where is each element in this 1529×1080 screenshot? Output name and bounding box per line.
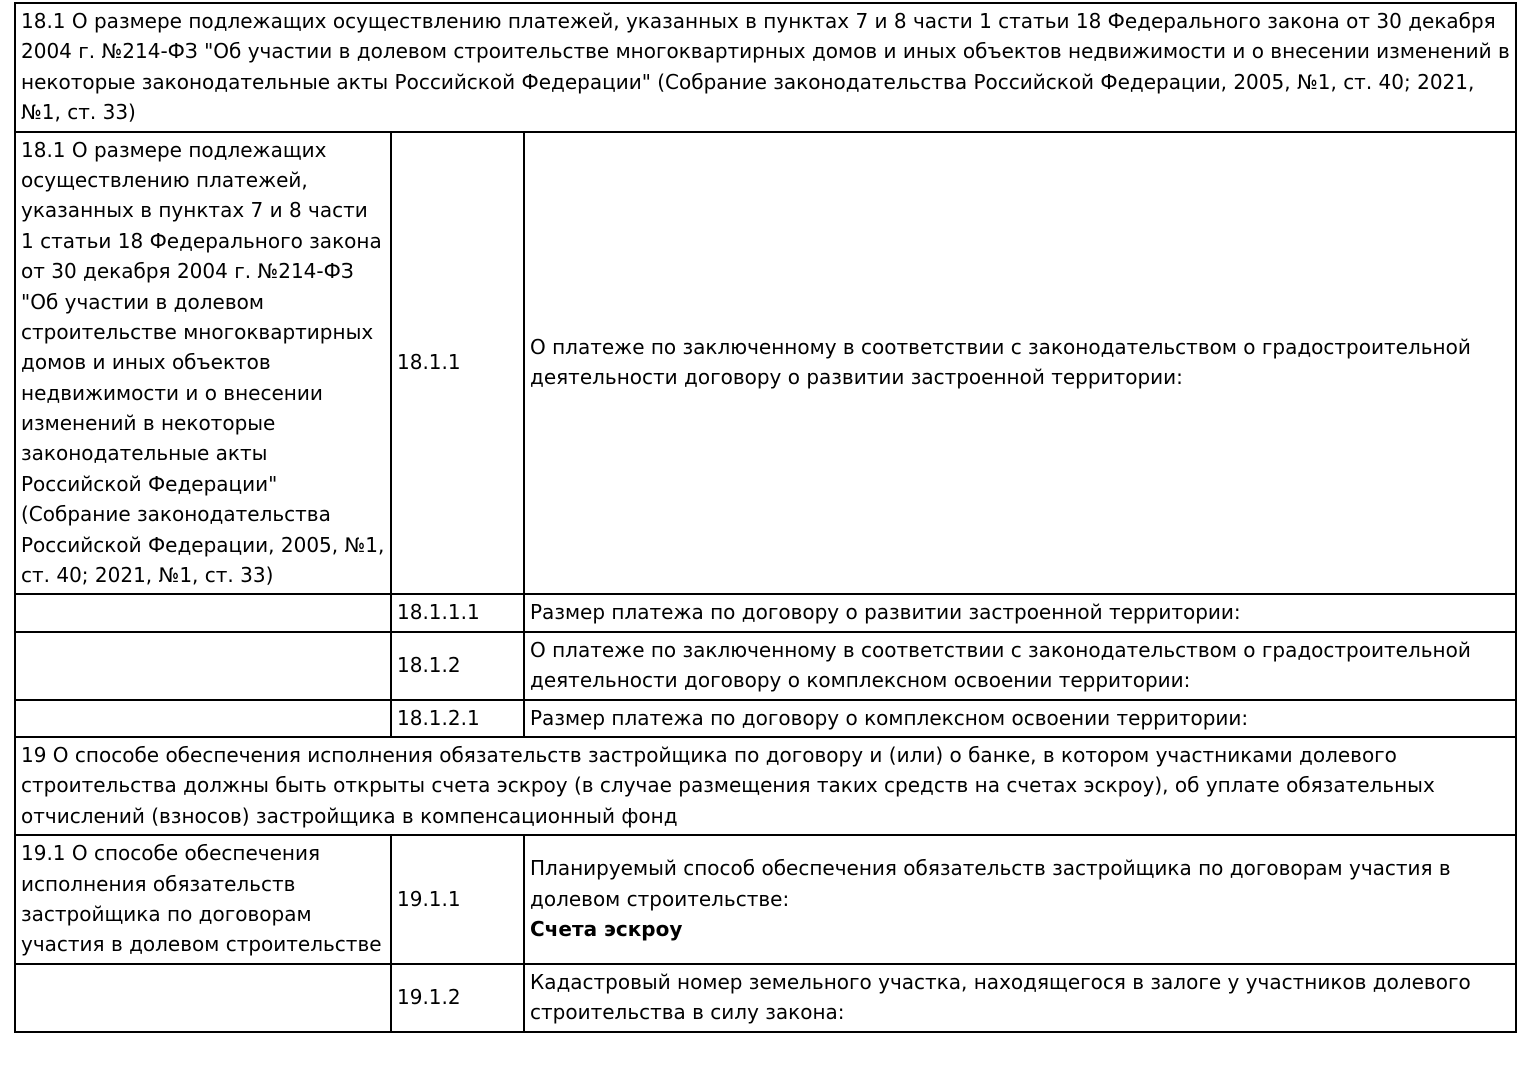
item-number-cell-19-1-2: 19.1.2	[391, 964, 524, 1032]
item-description-cell-18-1-1-1: Размер платежа по договору о развитии застроенной территории:	[524, 594, 1516, 631]
section-19-header-cell: 19 О способе обеспечения исполнения обязательств застройщика по договору и (или) о банке, в котором участниками долевого строительства должны быть открыты счета эскроу (в случае размещения таких средств на счетах эскроу), об уплате обязательных отчислений (взносов) застройщика в компенсационный фонд	[15, 737, 1516, 835]
row-18-1-2	[15, 632, 1516, 700]
item-description-cell-18-1-1: О платеже по заключенному в соответствии с законодательством о градостроительной деятельности договору о развитии застроенной территории:	[524, 132, 1516, 595]
item-number-cell-18-1-1: 18.1.1	[391, 132, 524, 595]
row-18-1-1	[15, 132, 1516, 595]
item-number-cell-19-1-1: 19.1.1	[391, 835, 524, 964]
empty-cell	[15, 964, 391, 1032]
item-number-cell-18-1-1-1: 18.1.1.1	[391, 594, 524, 631]
section-label-cell-19-1: 19.1 О способе обеспечения исполнения обязательств застройщика по договорам участия в долевом строительстве	[15, 835, 391, 964]
row-19-1-1	[15, 835, 1516, 964]
empty-cell	[15, 632, 391, 700]
item-description-cell-18-1-2: О платеже по заключенному в соответствии с законодательством о градостроительной деятельности договору о комплексном освоении территории:	[524, 632, 1516, 700]
empty-cell	[15, 594, 391, 631]
item-number-cell-18-1-2: 18.1.2	[391, 632, 524, 700]
project-declaration-table	[14, 2, 1517, 1033]
section-header-row-18-1	[15, 3, 1516, 132]
section-18-1-header-cell: 18.1 О размере подлежащих осуществлению платежей, указанных в пунктах 7 и 8 части 1 статьи 18 Федерального закона от 30 декабря 2004 г. №214-ФЗ "Об участии в долевом строительстве многоквартирных домов и иных объектов недвижимости и о внесении изменений в некоторые законодательные акты Российской Федерации" (Собрание законодательства Российской Федерации, 2005, №1, ст. 40; 2021, №1, ст. 33)	[15, 3, 1516, 132]
row-18-1-2-1	[15, 700, 1516, 737]
item-number-cell-18-1-2-1: 18.1.2.1	[391, 700, 524, 737]
row-18-1-1-1	[15, 594, 1516, 631]
item-description-cell-19-1-2: Кадастровый номер земельного участка, находящегося в залоге у участников долевого строительства в силу закона:	[524, 964, 1516, 1032]
item-description-text: Планируемый способ обеспечения обязательств застройщика по договорам участия в долевом строительстве:	[530, 856, 1451, 911]
escrow-value-text: Счета эскроу	[530, 917, 683, 942]
empty-cell	[15, 700, 391, 737]
section-label-cell-18-1: 18.1 О размере подлежащих осуществлению платежей, указанных в пунктах 7 и 8 части 1 статьи 18 Федерального закона от 30 декабря 2004 г. №214-ФЗ "Об участии в долевом строительстве многоквартирных домов и иных объектов недвижимости и о внесении изменений в некоторые законодательные акты Российской Федерации" (Собрание законодательства Российской Федерации, 2005, №1, ст. 40; 2021, №1, ст. 33)	[15, 132, 391, 595]
section-header-row-19	[15, 737, 1516, 835]
item-description-cell-18-1-2-1: Размер платежа по договору о комплексном освоении территории:	[524, 700, 1516, 737]
item-description-cell-19-1-1	[524, 835, 1516, 964]
row-19-1-2	[15, 964, 1516, 1032]
